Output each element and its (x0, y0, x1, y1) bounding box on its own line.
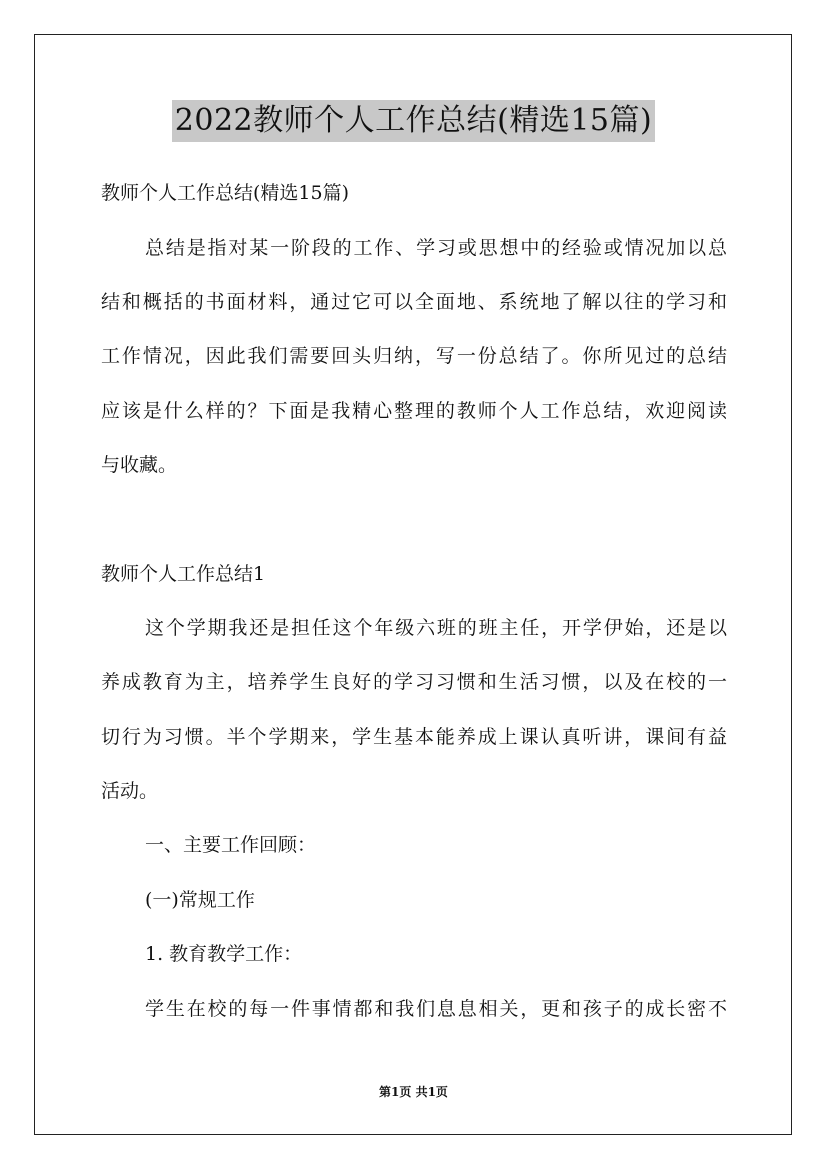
outline-item-main-review: 一、主要工作回顾： (145, 834, 317, 856)
document-title: 2022教师个人工作总结(精选15篇) (172, 100, 655, 142)
intro-line-1: 总结是指对某一阶段的工作、学习或思想中的经验或情况加以总 (145, 237, 727, 259)
section-line-1: 这个学期我还是担任这个年级六班的班主任，开学伊始，还是以 (145, 617, 727, 639)
title-wrapper (0, 100, 827, 142)
section-line-2: 养成教育为主，培养学生良好的学习习惯和生活习惯，以及在校的一 (101, 671, 727, 693)
section-heading: 教师个人工作总结1 (101, 563, 266, 585)
intro-line-5: 与收藏。 (101, 454, 178, 476)
outline-item-routine-work: (一)常规工作 (145, 889, 255, 911)
intro-line-3: 工作情况，因此我们需要回头归纳，写一份总结了。你所见过的总结 (101, 345, 727, 367)
body-last-line: 学生在校的每一件事情都和我们息息相关，更和孩子的成长密不 (145, 998, 727, 1020)
outline-item-teaching-work: 1. 教育教学工作： (145, 943, 303, 965)
page-footer (0, 1084, 827, 1100)
page-number: 第1页 共1页 (379, 1085, 448, 1099)
document-subtitle: 教师个人工作总结(精选15篇) (101, 182, 350, 204)
intro-line-4: 应该是什么样的？下面是我精心整理的教师个人工作总结，欢迎阅读 (101, 400, 727, 422)
intro-line-2: 结和概括的书面材料，通过它可以全面地、系统地了解以往的学习和 (101, 291, 727, 313)
section-line-3: 切行为习惯。半个学期来，学生基本能养成上课认真听讲，课间有益 (101, 726, 727, 748)
section-line-4: 活动。 (101, 780, 159, 802)
